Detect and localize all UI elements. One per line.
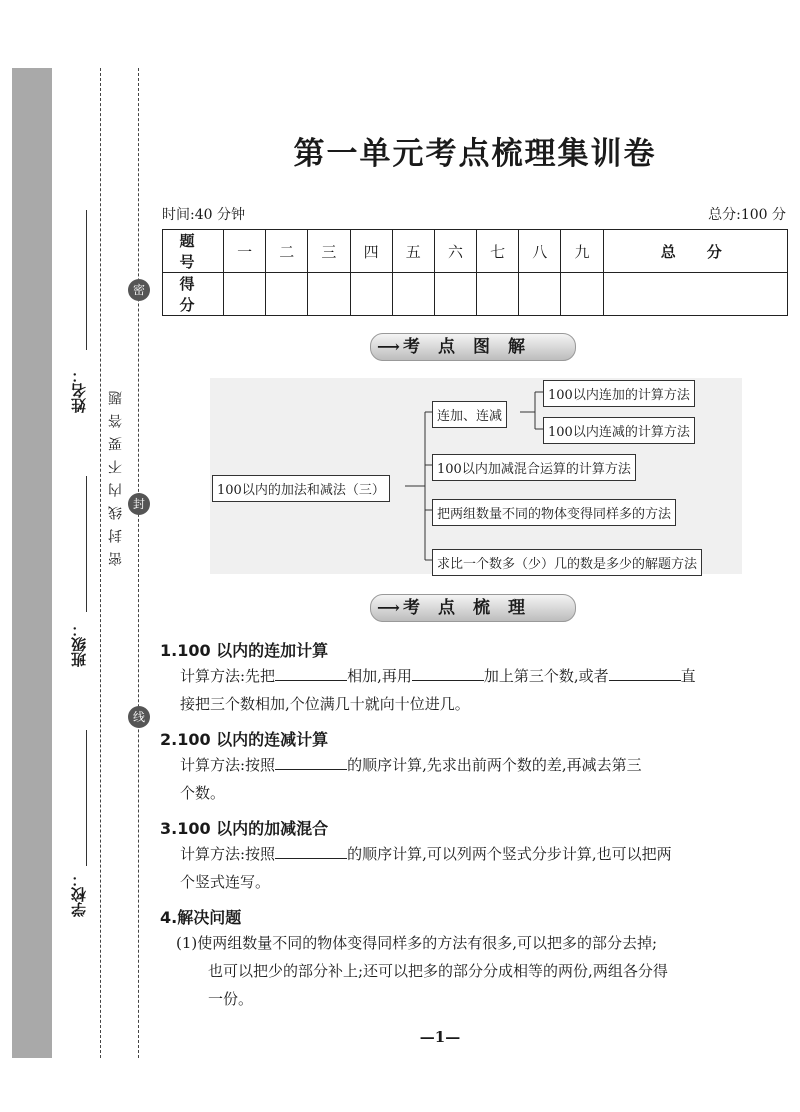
arrow-icon: ⟶ <box>377 337 400 356</box>
diagram-leaf-more-less: 求比一个数多（少）几的数是多少的解题方法 <box>432 549 702 576</box>
seal-warning: 密封线内不要答题 <box>108 382 124 566</box>
col-8: 八 <box>519 230 561 273</box>
diagram-branch-add-subtract: 连加、连减 <box>432 401 507 428</box>
col-9: 九 <box>561 230 603 273</box>
section-2-text: 计算方法:按照 的顺序计算,先求出前两个数的差,再减去第三 个数。 <box>180 756 642 802</box>
col-5: 五 <box>392 230 434 273</box>
class-label: 班级： <box>70 622 88 667</box>
banner-review <box>370 594 576 622</box>
col-6: 六 <box>434 230 476 273</box>
cut-line-inner <box>138 68 139 1058</box>
col-4: 四 <box>350 230 392 273</box>
section-4-text: (1)使两组数量不同的物体变得同样多的方法有很多,可以把多的部分去掉; 也可以把少的部分补上;还可以把多的部分分成相等的两份,两组各分得 一份。 <box>176 934 668 1008</box>
diagram-leaf-continuous-subtract: 100以内连减的计算方法 <box>543 417 695 444</box>
score-cell[interactable] <box>308 273 350 316</box>
banner-review-label: 考点梳理 <box>403 598 543 618</box>
col-7: 七 <box>477 230 519 273</box>
score-label: 得 分 <box>163 273 224 316</box>
exam-time: 时间:40 分钟 <box>162 207 245 223</box>
section-3-text: 计算方法:按照 的顺序计算,可以列两个竖式分步计算,也可以把两 个竖式连写。 <box>180 845 672 891</box>
score-cell[interactable] <box>519 273 561 316</box>
score-cell[interactable] <box>477 273 519 316</box>
section-1-title: 1.100 以内的连加计算 <box>160 641 329 660</box>
section-1-text: 计算方法:先把 相加,再用 加上第三个数,或者 直 接把三个数相加,个位满几十就向十位进几。 <box>180 667 696 713</box>
score-cell[interactable] <box>434 273 476 316</box>
banner-diagram <box>370 333 576 361</box>
score-header-row <box>163 230 788 273</box>
page-number: —1— <box>419 1028 461 1046</box>
score-cell[interactable] <box>350 273 392 316</box>
diagram-leaf-mixed: 100以内加减混合运算的计算方法 <box>432 454 636 481</box>
section-4-title: 4.解决问题 <box>160 908 242 927</box>
score-value-row <box>163 273 788 316</box>
section-2-title: 2.100 以内的连减计算 <box>160 730 329 749</box>
answer-blank[interactable] <box>275 665 347 681</box>
diagram-leaf-continuous-add: 100以内连加的计算方法 <box>543 380 695 407</box>
answer-blank[interactable] <box>609 665 681 681</box>
question-number-label: 题 号 <box>163 230 224 273</box>
name-label: 姓名： <box>70 368 88 413</box>
school-label: 学校： <box>70 872 88 917</box>
diagram-root: 100以内的加法和减法（三） <box>212 475 390 502</box>
section-3-title: 3.100 以内的加减混合 <box>160 819 329 838</box>
score-cell[interactable] <box>561 273 603 316</box>
score-cell[interactable] <box>603 273 787 316</box>
seal-xian: 线 <box>128 706 150 728</box>
col-total: 总 分 <box>603 230 787 273</box>
seal-feng: 封 <box>128 493 150 515</box>
score-cell[interactable] <box>266 273 308 316</box>
name-field-line <box>86 210 87 350</box>
total-score: 总分:100 分 <box>708 207 786 223</box>
score-table <box>162 229 788 316</box>
col-1: 一 <box>224 230 266 273</box>
cut-line-outer <box>100 68 101 1058</box>
concept-diagram <box>210 378 742 574</box>
arrow-icon: ⟶ <box>377 598 400 617</box>
banner-diagram-label: 考点图解 <box>403 337 543 357</box>
col-2: 二 <box>266 230 308 273</box>
answer-blank[interactable] <box>275 843 347 859</box>
diagram-leaf-equalize: 把两组数量不同的物体变得同样多的方法 <box>432 499 676 526</box>
class-field-line <box>86 476 87 612</box>
answer-blank[interactable] <box>275 754 347 770</box>
seal-mi: 密 <box>128 279 150 301</box>
score-cell[interactable] <box>392 273 434 316</box>
binding-strip <box>12 68 52 1058</box>
school-field-line <box>86 730 87 866</box>
answer-blank[interactable] <box>412 665 484 681</box>
page-title: 第一单元考点梳理集训卷 <box>293 136 657 172</box>
col-3: 三 <box>308 230 350 273</box>
